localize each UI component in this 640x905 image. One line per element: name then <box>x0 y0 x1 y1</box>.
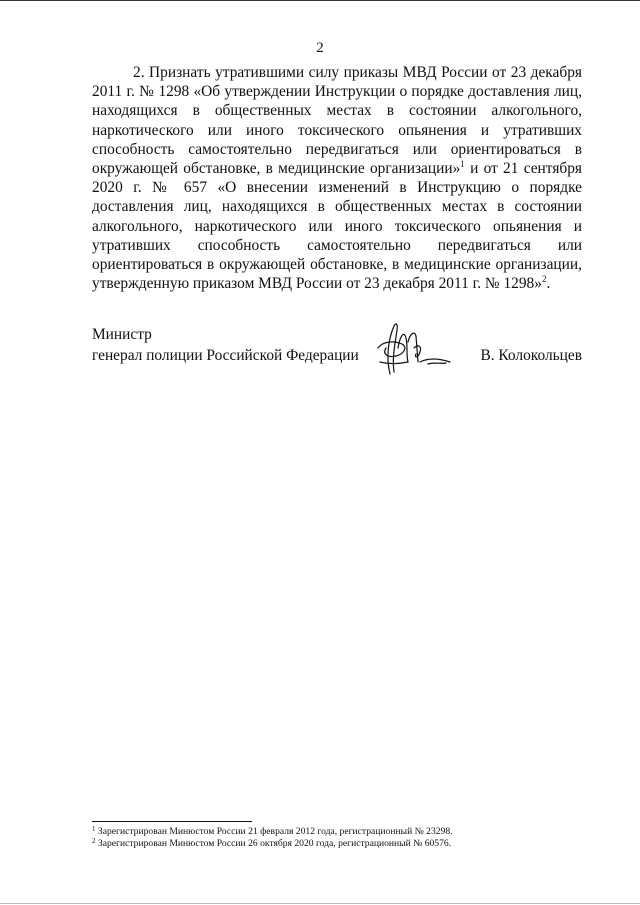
footnote-marker-2: 2 <box>92 837 96 845</box>
paragraph-text-end: . <box>546 275 551 293</box>
footnote-2 <box>92 838 582 850</box>
signatory-rank: генерал полиции Российской Федерации <box>92 347 359 364</box>
footnote-ref-1[interactable]: 1 <box>460 159 465 170</box>
handwritten-signature-icon <box>368 318 458 382</box>
signatory-name: В. Колокольцев <box>480 347 582 364</box>
paragraph-text-part2: и от 21 сентября 2020 г. № 657 «О внесении изменений в Инструкцию о порядке доставления лиц, находящихся в общественных местах в состоянии алкогольного, наркотического или иного токсического опьянения и утративших способность самостоятельно передвигаться или ориентироваться в окружающей обстановке, в медицинские организации, утвержденную приказом МВД России от 23 декабря 2011 г. № 1298» <box>92 160 582 293</box>
top-edge-line <box>0 0 640 1</box>
page-number: 2 <box>316 40 324 56</box>
footnote-ref-2[interactable]: 2 <box>541 274 547 285</box>
signature-block <box>92 326 582 386</box>
footnote-text-2: Зарегистрирован Минюстом России 26 октября 2020 года, регистрационный № 60576. <box>97 838 452 849</box>
footnote-marker-1: 1 <box>92 825 96 833</box>
main-paragraph <box>92 63 582 293</box>
footnotes <box>92 826 582 850</box>
bottom-edge-line <box>0 903 640 904</box>
footnote-separator <box>92 821 252 822</box>
paragraph-text-part1: 2. Признать утратившими силу приказы МВД России от 23 декабря 2011 г. № 1298 «Об утверждении Инструкции о порядке доставления лиц, находящихся в общественных местах в состоянии алкогольного, наркотического или иного токсического опьянения и утративших способность самостоятельно передвигаться или ориентироваться в окружающей обстановке, в медицинские организации» <box>92 64 582 178</box>
footnote-text-1: Зарегистрирован Минюстом России 21 февраля 2012 года, регистрационный № 23298. <box>97 826 453 837</box>
signatory-title: Министр <box>92 326 152 343</box>
footnote-1 <box>92 826 582 838</box>
